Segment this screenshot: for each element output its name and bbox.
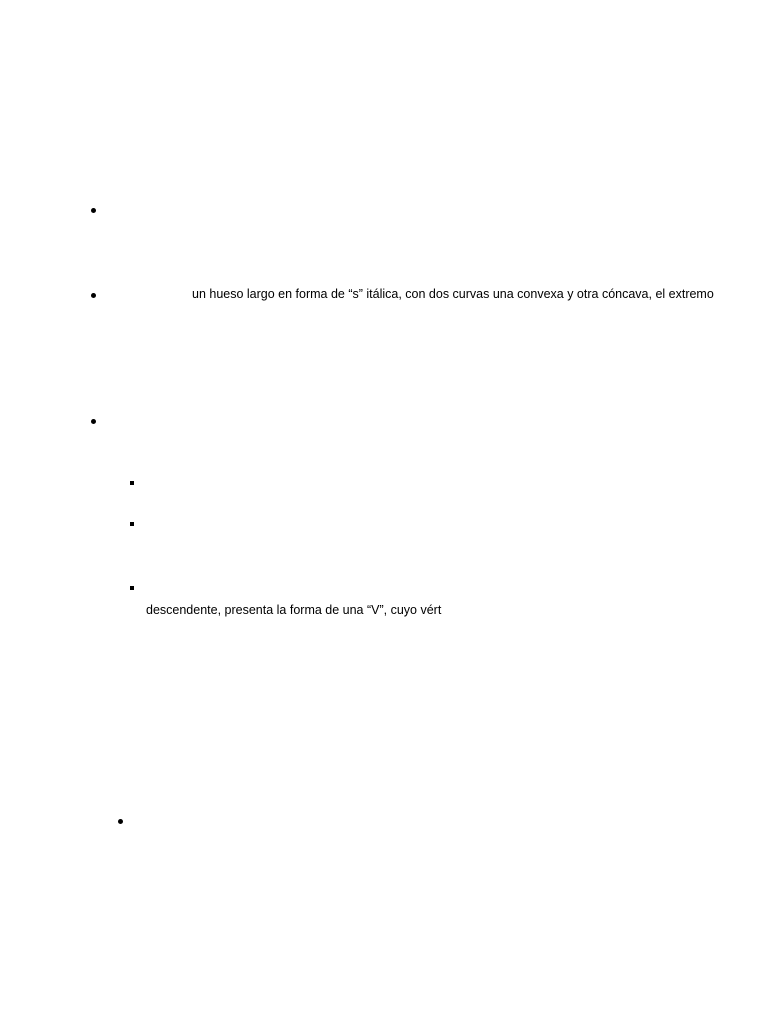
list-bullet-1 <box>91 208 96 213</box>
list-item-2-text: un hueso largo en forma de “s” itálica, con dos curvas una convexa y otra cóncava, el extremo <box>192 287 714 301</box>
sublist-item-3-text: descendente, presenta la forma de una “V”, cuyo vért <box>146 603 442 617</box>
sublist-bullet-3 <box>130 586 134 590</box>
list-bullet-3 <box>91 419 96 424</box>
list-bullet-2 <box>91 293 96 298</box>
sublist-bullet-2 <box>130 522 134 526</box>
list-bullet-4 <box>118 819 123 824</box>
sublist-bullet-1 <box>130 481 134 485</box>
